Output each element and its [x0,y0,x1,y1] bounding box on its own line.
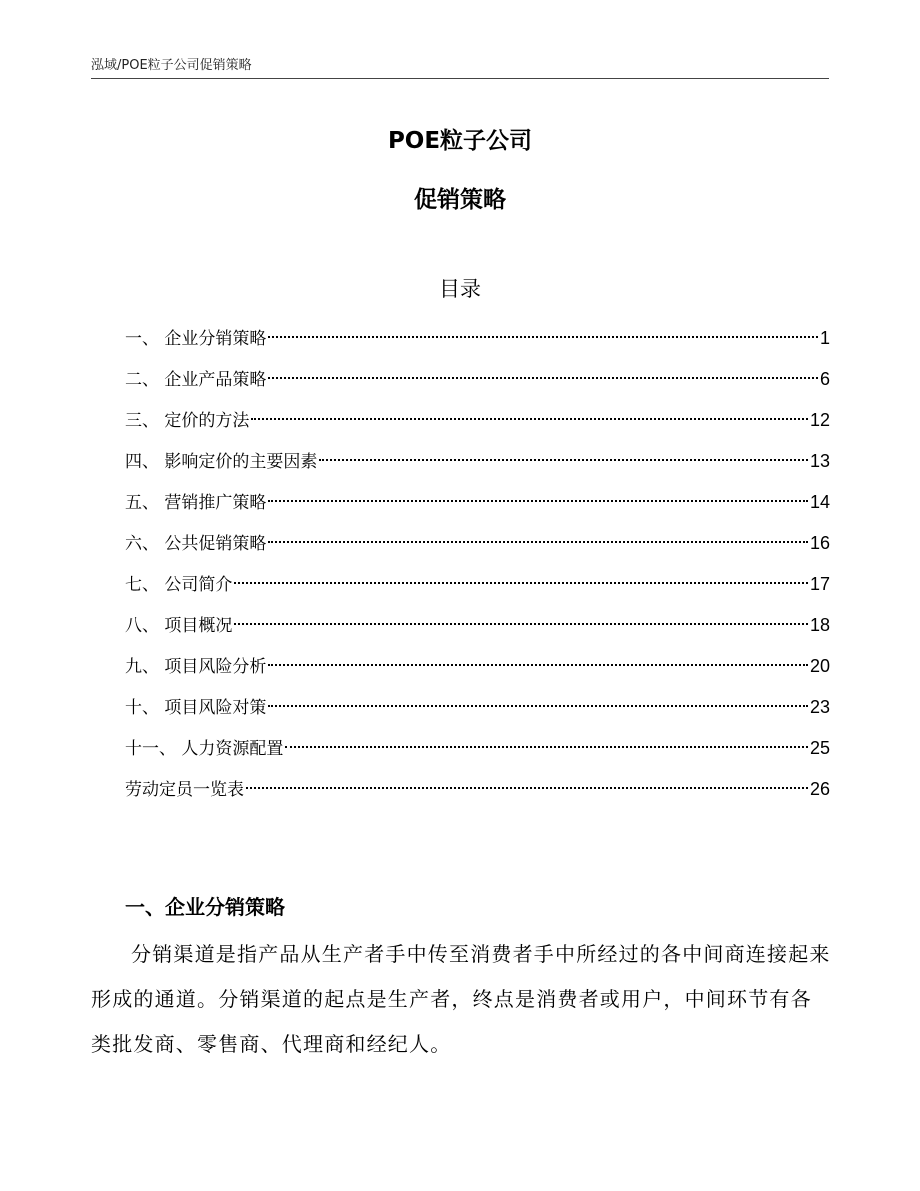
toc-entry-label: 一、 企业分销策略 [125,329,267,349]
toc-leader-dots [285,746,808,748]
toc-leader-dots [268,664,808,666]
toc-entry-label: 七、 公司简介 [125,575,233,595]
toc-leader-dots [234,582,808,584]
toc-entry[interactable] [125,650,830,691]
toc-entry[interactable] [125,404,830,445]
toc-heading: 目录 [439,277,481,301]
toc-entry-page: 13 [809,451,830,471]
toc-entry-label: 十、 项目风险对策 [125,698,267,718]
toc-entry-label: 五、 营销推广策略 [125,493,267,513]
toc-entry-page: 16 [809,533,830,553]
toc-leader-dots [268,541,808,543]
toc-entry[interactable] [125,691,830,732]
toc-leader-dots [268,500,808,502]
toc-entry[interactable] [125,445,830,486]
header-divider [91,78,829,79]
toc-entry-page: 20 [809,656,830,676]
document-title: POE粒子公司 [387,128,533,154]
toc-entry[interactable] [125,732,830,773]
toc-entry[interactable] [125,486,830,527]
toc-leader-dots [268,336,818,338]
toc-entry-label: 劳动定员一览表 [125,780,244,800]
toc-entry[interactable] [125,322,830,363]
toc-entry-page: 1 [819,328,830,348]
toc-entry-page: 14 [809,492,830,512]
toc-entry-page: 6 [819,369,830,389]
toc-leader-dots [319,459,808,461]
document-subtitle: 促销策略 [414,187,506,213]
toc-leader-dots [251,418,808,420]
body-paragraph: 分销渠道是指产品从生产者手中传至消费者手中所经过的各中间商连接起来形成的通道。分销渠道的起点是生产者，终点是消费者或用户，中间环节有各类批发商、零售商、代理商和经纪人。 [91,942,831,1056]
toc-leader-dots [268,705,808,707]
toc-entry[interactable] [125,568,830,609]
toc-entry-label: 十一、 人力资源配置 [125,739,284,759]
toc-leader-dots [246,787,808,789]
toc-entry-page: 18 [809,615,830,635]
section-heading: 一、企业分销策略 [125,895,285,919]
toc-entry-page: 17 [809,574,830,594]
toc-entry-page: 26 [809,779,830,799]
toc-entry-label: 九、 项目风险分析 [125,657,267,677]
toc-leader-dots [234,623,808,625]
table-of-contents [125,322,830,814]
toc-entry-label: 二、 企业产品策略 [125,370,267,390]
running-header: 泓域/POE粒子公司促销策略 [91,58,252,73]
toc-entry[interactable] [125,609,830,650]
toc-entry-label: 三、 定价的方法 [125,411,250,431]
toc-entry[interactable] [125,773,830,814]
toc-entry[interactable] [125,527,830,568]
toc-entry-page: 23 [809,697,830,717]
toc-entry[interactable] [125,363,830,404]
toc-entry-label: 六、 公共促销策略 [125,534,267,554]
toc-entry-label: 八、 项目概况 [125,616,233,636]
toc-entry-page: 12 [809,410,830,430]
toc-entry-label: 四、 影响定价的主要因素 [125,452,318,472]
toc-entry-page: 25 [809,738,830,758]
toc-leader-dots [268,377,818,379]
